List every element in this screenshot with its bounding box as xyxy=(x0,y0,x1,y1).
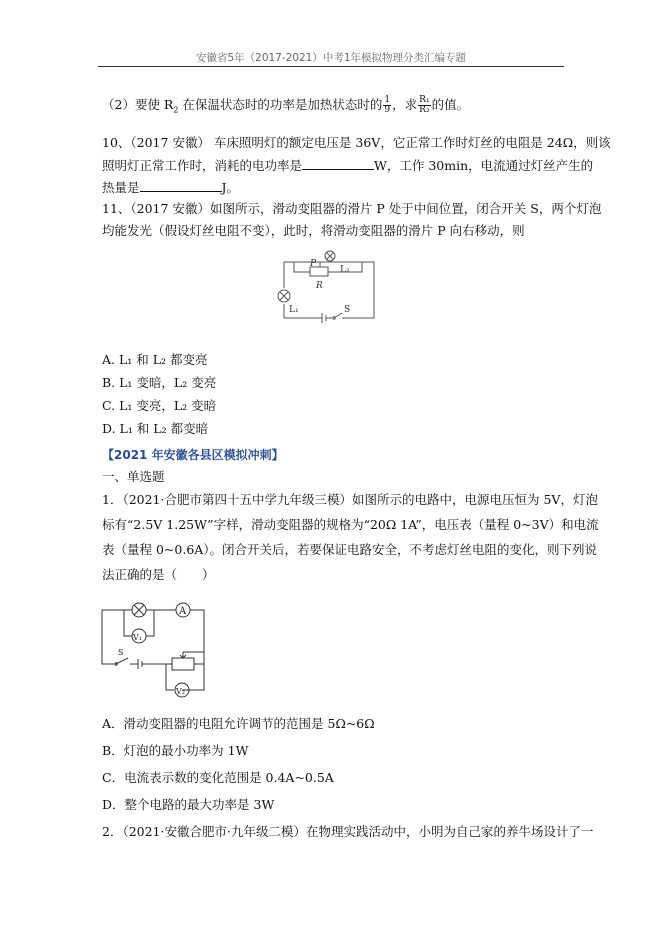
q10-line-1: 10、（2017 安徽） 车床照明灯的额定电压是 36V，它正常工作时灯丝的电阻是 24Ω，则该 xyxy=(102,135,611,150)
label-L1: L₁ xyxy=(289,305,299,315)
question-part-2: （2）要使 $R_2$ 在保温状态时的功率是加热状态时的 $\frac{1}{9}$ ，求 $\frac{\text{R₁}}{\text{R₂}}$ 的值。 xyxy=(102,95,470,115)
label-ammeter: A xyxy=(179,606,187,617)
q10-line-2: 照明灯正常工作时，消耗的电功率是 W，工作 30min，电流通过灯丝产生的 xyxy=(102,158,594,173)
label-R: R xyxy=(316,281,323,291)
q1-line-2: 标有“2.5V 1.25W”字样，滑动变阻器的规格为“20Ω 1A”，电压表（量程 0~3V）和电流 xyxy=(102,517,599,532)
running-header: 安徽省5年（2017-2021）中考1年模拟物理分类汇编专题 xyxy=(195,52,467,64)
label-P: P xyxy=(310,259,317,269)
q1-option-b[interactable]: B．灯泡的最小功率为 1W xyxy=(102,743,249,758)
q11-circuit-diagram xyxy=(270,246,390,328)
label-S: S xyxy=(344,305,351,315)
q1-line-4: 法正确的是（ ） xyxy=(102,567,215,582)
q1-option-a[interactable]: A．滑动变阻器的电阻允许调节的范围是 5Ω~6Ω xyxy=(102,716,375,731)
section-subtitle: 一、单选题 xyxy=(102,469,165,484)
q1-line-1: 1．（2021·合肥市第四十五中学九年级三模）如图所示的电路中，电源电压恒为 5V，灯泡 xyxy=(102,492,598,507)
q11-option-d[interactable]: D. L₁ 和 L₂ 都变暗 xyxy=(102,421,209,436)
answer-blank[interactable] xyxy=(140,179,222,192)
q11-line-1: 11、（2017 安徽）如图所示，滑动变阻器的滑片 P 处于中间位置，闭合开关 S，两个灯泡 xyxy=(102,201,602,216)
q2-line-1: 2．（2021·安徽合肥市·九年级二模）在物理实践活动中，小明为自己家的养牛场设计了一 xyxy=(102,824,594,839)
header-rule xyxy=(98,66,564,67)
q1-option-c[interactable]: C．电流表示数的变化范围是 0.4A~0.5A xyxy=(102,770,334,785)
q10-line-3: 热量是 J。 xyxy=(102,180,240,195)
label-V2: V₂ xyxy=(176,687,185,696)
section-title: 【2021 年安徽各县区模拟冲刺】 xyxy=(102,448,284,462)
q1-circuit-diagram xyxy=(100,598,208,702)
q1-option-d[interactable]: D．整个电路的最大功率是 3W xyxy=(102,797,275,812)
answer-blank[interactable] xyxy=(302,157,374,170)
label-L2: L₂ xyxy=(340,265,350,275)
q1-line-3: 表（量程 0~0.6A）。闭合开关后，若要保证电路安全，不考虑灯丝电阻的变化，则下列说 xyxy=(102,542,598,557)
q11-option-b[interactable]: B. L₁ 变暗，L₂ 变亮 xyxy=(102,375,217,390)
q11-line-2: 均能发光（假设灯丝电阻不变），此时，将滑动变阻器的滑片 P 向右移动，则 xyxy=(102,223,525,238)
fraction-one-ninth: $\frac{1}{9}$ xyxy=(384,95,391,115)
label-V1: V₁ xyxy=(133,633,142,642)
label-S: S xyxy=(118,648,124,657)
fraction-r1-over-r2: $\frac{\text{R₁}}{\text{R₂}}$ xyxy=(419,95,430,115)
q11-option-c[interactable]: C. L₁ 变亮，L₂ 变暗 xyxy=(102,398,217,413)
q11-option-a[interactable]: A. L₁ 和 L₂ 都变亮 xyxy=(102,352,208,367)
